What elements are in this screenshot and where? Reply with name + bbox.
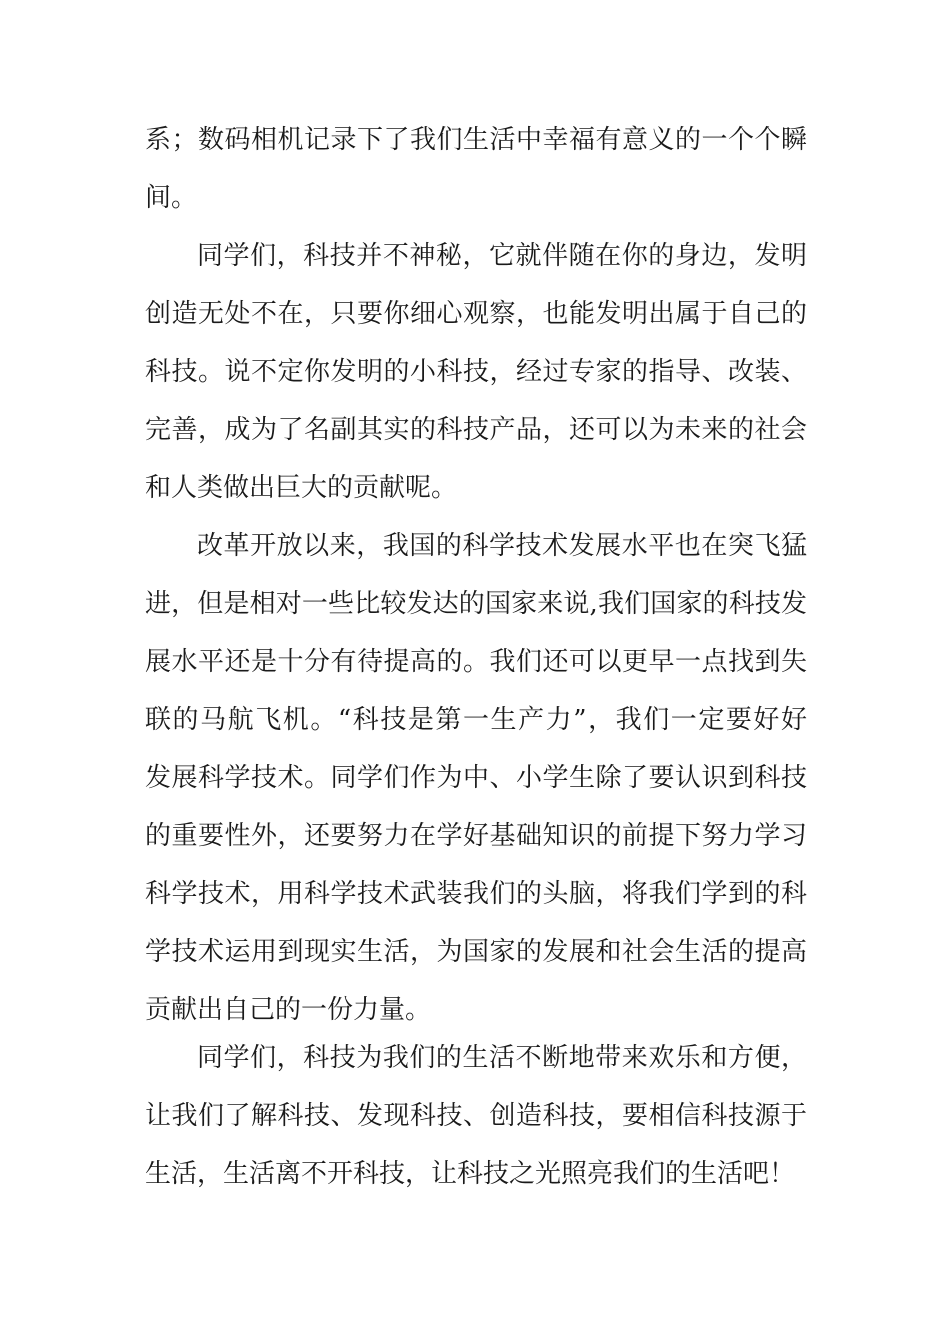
- paragraph-line: 和人类做出巨大的贡献呢。: [145, 473, 458, 503]
- paragraph-line: 发展科学技术。同学们作为中、小学生除了要认识到科技: [145, 763, 807, 793]
- paragraph-line: 让我们了解科技、发现科技、创造科技，要相信科技源于: [145, 1101, 807, 1131]
- paragraph-line: 同学们，科技并不神秘，它就伴随在你的身边，发明: [197, 241, 807, 271]
- paragraph-line: 系；数码相机记录下了我们生活中幸福有意义的一个个瞬: [145, 125, 807, 155]
- paragraph-line: 联的马航飞机。“科技是第一生产力”，我们一定要好好: [145, 705, 807, 735]
- paragraph-line: 改革开放以来，我国的科学技术发展水平也在突飞猛: [197, 531, 807, 561]
- paragraph-line: 生活，生活离不开科技，让科技之光照亮我们的生活吧！: [145, 1159, 796, 1189]
- paragraph-line: 贡献出自己的一份力量。: [145, 995, 432, 1025]
- paragraph-line: 学技术运用到现实生活，为国家的发展和社会生活的提高: [145, 937, 807, 967]
- paragraph-line: 进，但是相对一些比较发达的国家来说,我们国家的科技发: [145, 589, 807, 619]
- paragraph-line: 完善，成为了名副其实的科技产品，还可以为未来的社会: [145, 415, 807, 445]
- paragraph-line: 科学技术，用科学技术武装我们的头脑，将我们学到的科: [145, 879, 807, 909]
- paragraph-line: 创造无处不在，只要你细心观察，也能发明出属于自己的: [145, 299, 807, 329]
- paragraph-line: 间。: [145, 183, 198, 213]
- paragraph-line: 同学们，科技为我们的生活不断地带来欢乐和方便，: [197, 1043, 807, 1073]
- paragraph-line: 的重要性外，还要努力在学好基础知识的前提下努力学习: [145, 821, 807, 851]
- paragraph-line: 科技。说不定你发明的小科技，经过专家的指导、改装、: [145, 357, 807, 387]
- paragraph-line: 展水平还是十分有待提高的。我们还可以更早一点找到失: [145, 647, 807, 677]
